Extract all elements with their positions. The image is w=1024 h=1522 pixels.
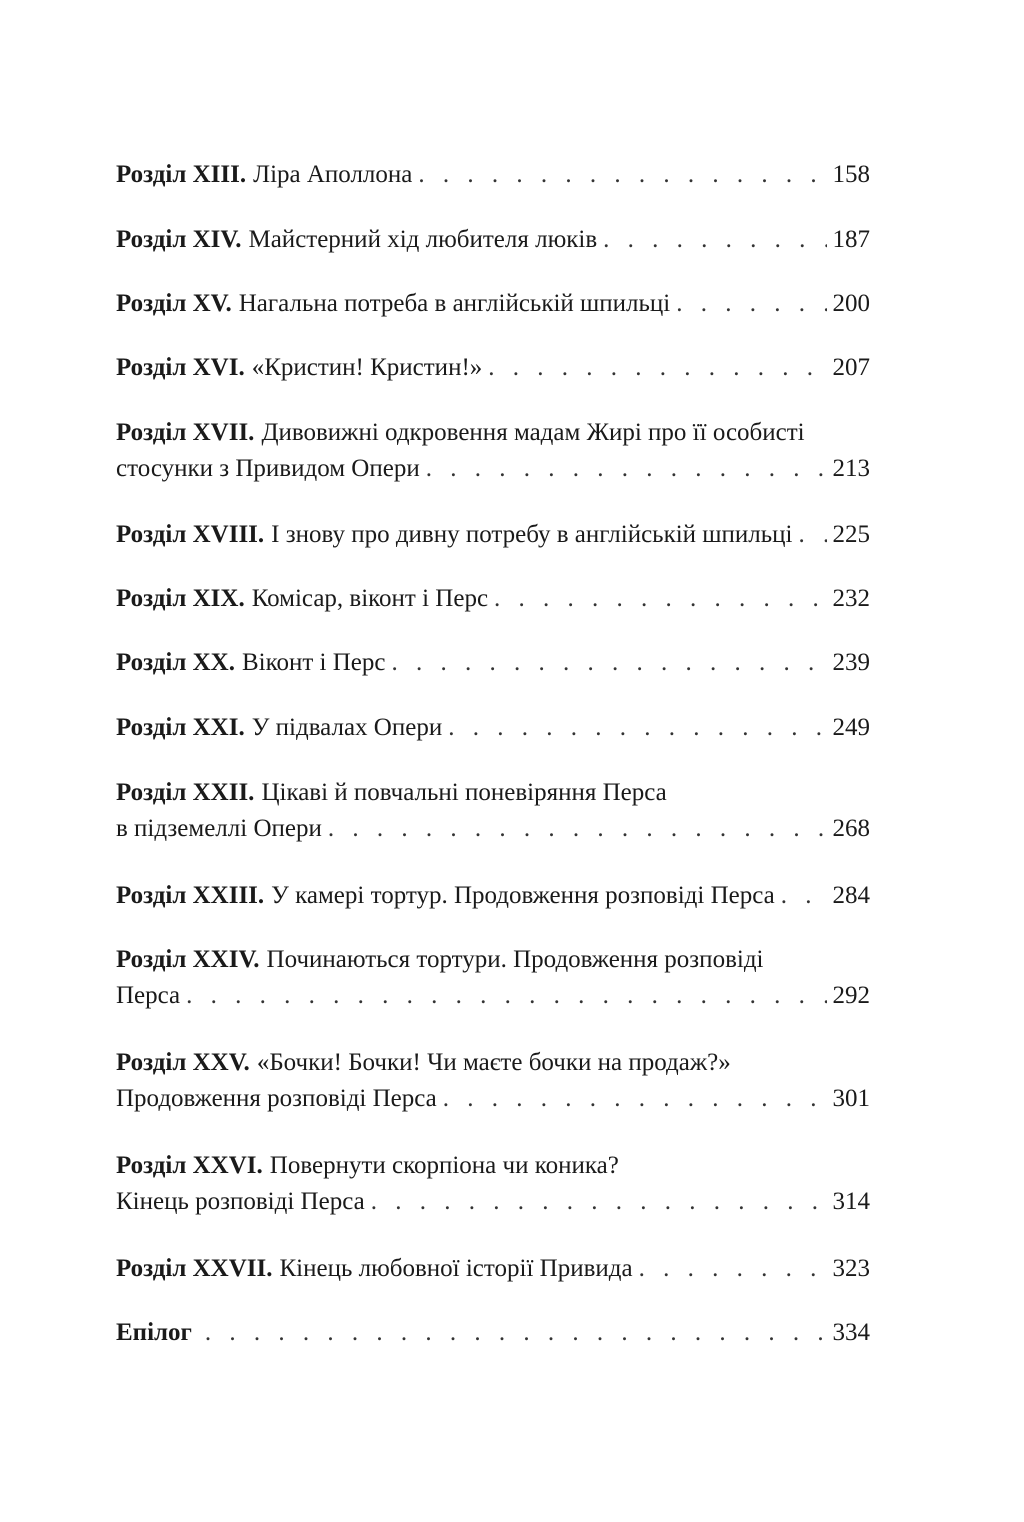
toc-line	[116, 979, 870, 1013]
toc-line	[116, 416, 870, 450]
dot-leader	[328, 812, 827, 846]
dot-leader	[391, 646, 826, 680]
chapter-label: Розділ XVIII.	[116, 521, 265, 548]
chapter-title: Майстерний хід любителя люків	[248, 226, 598, 253]
chapter-title: Повернути скорпіона чи коника?	[269, 1152, 619, 1179]
chapter-label: Розділ XXV.	[116, 1049, 250, 1076]
chapter-title: Дивовижні одкровення мадам Жирі про її особисті	[261, 419, 805, 446]
chapter-title: «Кристин! Кристин!»	[251, 354, 483, 381]
toc-line	[116, 582, 870, 616]
chapter-title: Комісар, віконт і Перс	[251, 585, 489, 612]
page-number: 249	[832, 714, 870, 741]
chapter-label: Розділ XVI.	[116, 354, 245, 381]
chapter-title: Кінець любовної історії Привида	[279, 1255, 633, 1282]
chapter-title-continued: Кінець розповіді Перса	[116, 1188, 365, 1215]
toc-line	[116, 1316, 870, 1350]
toc-entry	[116, 1046, 870, 1116]
toc-entry	[116, 879, 870, 913]
toc-line	[116, 518, 870, 552]
page-number: 225	[832, 521, 870, 548]
toc-entry	[116, 711, 870, 745]
toc-line	[116, 711, 870, 745]
toc-entry	[116, 518, 870, 552]
toc-line	[116, 223, 870, 257]
chapter-label: Розділ XXIV.	[116, 946, 260, 973]
toc-entry	[116, 1252, 870, 1286]
dot-leader	[448, 711, 826, 745]
toc-entry	[116, 646, 870, 680]
page-number: 268	[832, 815, 870, 842]
dot-leader	[799, 518, 827, 552]
toc-entry	[116, 158, 870, 192]
chapter-title: І знову про дивну потребу в англійській шпильці	[271, 521, 793, 548]
toc-line	[116, 351, 870, 385]
toc-line	[116, 452, 870, 486]
toc-line	[116, 287, 870, 321]
chapter-title: Нагальна потреба в англійській шпильці	[238, 290, 671, 317]
page-number: 207	[832, 354, 870, 381]
chapter-label: Розділ XXI.	[116, 714, 245, 741]
dot-leader	[205, 1316, 827, 1350]
chapter-label: Розділ XXII.	[116, 779, 255, 806]
page-number: 334	[832, 1319, 870, 1346]
toc-line	[116, 776, 870, 810]
chapter-title: Віконт і Перс	[241, 649, 386, 676]
dot-leader	[371, 1185, 827, 1219]
dot-leader	[494, 582, 826, 616]
page-number: 213	[832, 455, 870, 482]
toc-line	[116, 1149, 870, 1183]
toc-entry	[116, 943, 870, 1013]
dot-leader	[781, 879, 827, 913]
toc-entry	[116, 776, 870, 846]
toc-line	[116, 1185, 870, 1219]
toc-entry	[116, 223, 870, 257]
toc-line	[116, 1046, 870, 1080]
chapter-label: Розділ XXVII.	[116, 1255, 273, 1282]
chapter-title-continued: в підземеллі Опери	[116, 815, 322, 842]
dot-leader	[603, 223, 826, 257]
toc-entry	[116, 416, 870, 486]
page-number: 232	[832, 585, 870, 612]
page-number: 314	[832, 1188, 870, 1215]
toc-entry	[116, 1316, 870, 1350]
dot-leader	[186, 979, 826, 1013]
dot-leader	[426, 452, 827, 486]
page-number: 158	[832, 161, 870, 188]
chapter-title: Цікаві й повчальні поневіряння Перса	[261, 779, 667, 806]
page-number: 187	[832, 226, 870, 253]
dot-leader	[639, 1252, 827, 1286]
chapter-title: У камері тортур. Продовження розповіді Перса	[271, 882, 775, 909]
toc-line	[116, 646, 870, 680]
toc-line	[116, 879, 870, 913]
toc-line	[116, 812, 870, 846]
chapter-title: «Бочки! Бочки! Чи маєте бочки на продаж?»	[256, 1049, 731, 1076]
toc-line	[116, 1252, 870, 1286]
epilogue-label: Епілог	[116, 1319, 192, 1346]
chapter-label: Розділ XV.	[116, 290, 232, 317]
chapter-label: Розділ XIX.	[116, 585, 245, 612]
page-number: 284	[832, 882, 870, 909]
dot-leader	[488, 351, 826, 385]
toc-entry	[116, 582, 870, 616]
toc-line	[116, 1082, 870, 1116]
chapter-title-continued: стосунки з Привидом Опери	[116, 455, 420, 482]
chapter-title: У підвалах Опери	[251, 714, 443, 741]
chapter-label: Розділ XXIII.	[116, 882, 265, 909]
page-number: 323	[832, 1255, 870, 1282]
chapter-title: Починаються тортури. Продовження розповіді	[266, 946, 764, 973]
toc-entry	[116, 287, 870, 321]
dot-leader	[676, 287, 826, 321]
chapter-title-continued: Перса	[116, 982, 181, 1009]
chapter-label: Розділ XVII.	[116, 419, 255, 446]
chapter-label: Розділ XX.	[116, 649, 235, 676]
toc-entry	[116, 351, 870, 385]
toc-line	[116, 158, 870, 192]
page-number: 239	[832, 649, 870, 676]
chapter-label: Розділ XIII.	[116, 161, 247, 188]
dot-leader	[418, 158, 826, 192]
page-number: 200	[832, 290, 870, 317]
page-number: 292	[832, 982, 870, 1009]
toc-line	[116, 943, 870, 977]
chapter-title-continued: Продовження розповіді Перса	[116, 1085, 437, 1112]
chapter-label: Розділ XIV.	[116, 226, 242, 253]
page-number: 301	[832, 1085, 870, 1112]
dot-leader	[443, 1082, 827, 1116]
toc-entry	[116, 1149, 870, 1219]
chapter-title: Ліра Аполлона	[253, 161, 413, 188]
chapter-label: Розділ XXVI.	[116, 1152, 263, 1179]
